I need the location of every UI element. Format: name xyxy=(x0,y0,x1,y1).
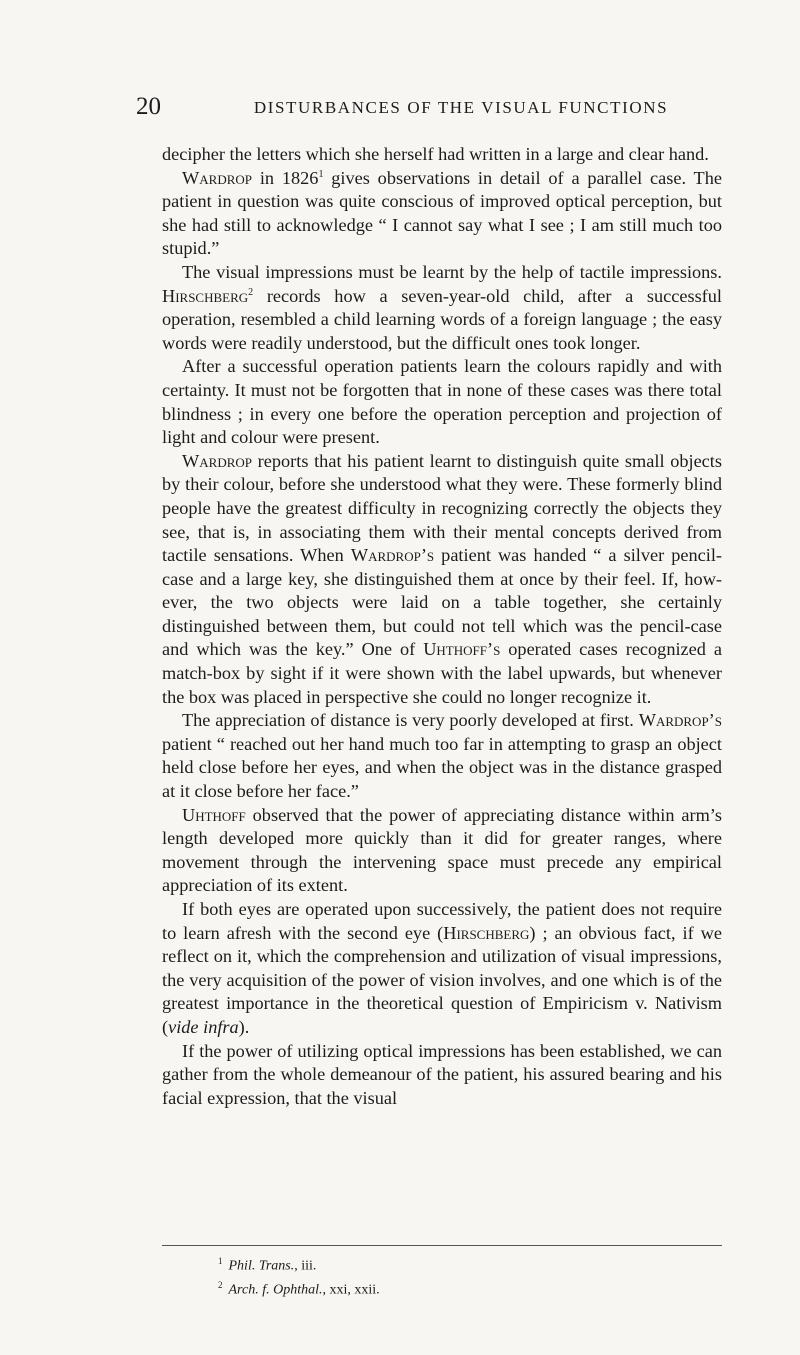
text-run: in 1826 xyxy=(252,167,319,188)
author-name: Hirschberg xyxy=(162,285,249,306)
footnote-detail: , iii. xyxy=(294,1258,317,1274)
footnotes xyxy=(218,1252,718,1299)
footnote-source: Phil. Trans. xyxy=(228,1258,295,1274)
paragraph xyxy=(162,898,722,1040)
author-name: Hirschberg xyxy=(443,922,530,943)
paragraph xyxy=(162,167,722,261)
paragraph xyxy=(162,261,722,355)
text-run: records how a seven-year-old child, after a successful operation, resembled a child learning words of a foreign language ; the easy words were readily understood, but the difficult ones took longer. xyxy=(162,285,722,353)
author-name: Wardrop’s xyxy=(350,545,435,566)
paragraph xyxy=(162,804,722,898)
paragraph xyxy=(162,450,722,710)
italic-text: vide infra xyxy=(168,1016,239,1037)
footnote-divider xyxy=(162,1245,722,1246)
text-run: patient was handed “ a silver pencil-case and a large key, she distinguished them at once by their feel. If, however, the two objects were laid on a table together, she certainly distinguished between them, but could not tell which was the pencil-case and which was the key.” One of xyxy=(162,545,722,660)
text-run: If both eyes are operated upon successively, the patient does not require to learn afresh with the second eye ( xyxy=(162,899,722,943)
page-header xyxy=(136,92,726,122)
text-run: ) ; an obvious fact, if we reflect on it, which the comprehension and utilization of visual impressions, the very acquisition of the power of vision involves, and one which is of the greatest importance in the theoretical question of Empiricism v. Nativism ( xyxy=(162,922,722,1037)
text-run: The visual impressions must be learnt by the help of tactile impressions. xyxy=(182,261,722,282)
author-name: Uhthoff xyxy=(182,804,246,825)
author-name: Uhthoff’s xyxy=(423,639,501,660)
footnote xyxy=(218,1252,718,1276)
footnote-source: Arch. f. Ophthal. xyxy=(228,1282,323,1298)
paragraph: After a successful operation patients learn the colours rapidly and with certainty. It must not be forgotten that in none of these cases was there total blindness ; in every one before the operation perception and projection of light and colour were present. xyxy=(162,356,722,448)
text-run: ). xyxy=(238,1016,250,1037)
running-title: DISTURBANCES OF THE VISUAL FUNCTIONS xyxy=(253,98,669,117)
text-run: The appreciation of distance is very poorly developed at first. xyxy=(182,710,639,731)
page-number: 20 xyxy=(136,93,161,120)
footnote-detail: , xxi, xxii. xyxy=(322,1282,380,1298)
text-run: patient “ reached out her hand much too far in attempting to grasp an object held close before her eyes, and when the object was in the distance grasped at it close before her face.” xyxy=(162,733,722,802)
footnote-ref: 2 xyxy=(248,286,254,298)
author-name: Wardrop xyxy=(182,450,252,471)
author-name: Wardrop xyxy=(182,167,252,188)
text-run: gives observations in detail of a parallel case. The patient in question was quite conscious of improved optical perception, but she had still to acknowledge “ I cannot say what I see ; I am still much too stupid.” xyxy=(162,167,722,259)
author-name: Wardrop’s xyxy=(638,710,722,731)
footnote-number: 1 xyxy=(218,1256,223,1266)
footnote-ref: 1 xyxy=(318,168,324,180)
text-run: operated cases recognized a match-box by sight if it were shown with the label upwards, but whenever the box was placed in perspective she could no longer recognize it. xyxy=(162,639,722,707)
footnote xyxy=(218,1276,718,1300)
footnote-number: 2 xyxy=(218,1279,223,1290)
paragraph xyxy=(162,709,722,803)
body-text xyxy=(162,143,722,1110)
paragraph: decipher the letters which she herself had written in a large and clear hand. xyxy=(162,144,709,164)
text-run: observed that the power of appreciating distance within arm’s length developed more quickly than it did for greater ranges, where movement through the intervening space must precede any empirical appreciation of its extent. xyxy=(162,804,722,896)
text-run: reports that his patient learnt to distinguish quite small objects by their colour, before she understood what they were. These formerly blind people have the greatest difficulty in recognizing correctly the objects they see, that is, in associating them with their mental concepts derived from tactile sensations. When xyxy=(162,450,722,566)
paragraph: If the power of utilizing optical impressions has been established, we can gather from the whole demeanour of the patient, his assured bearing and his facial expression, that the visual xyxy=(162,1040,722,1108)
